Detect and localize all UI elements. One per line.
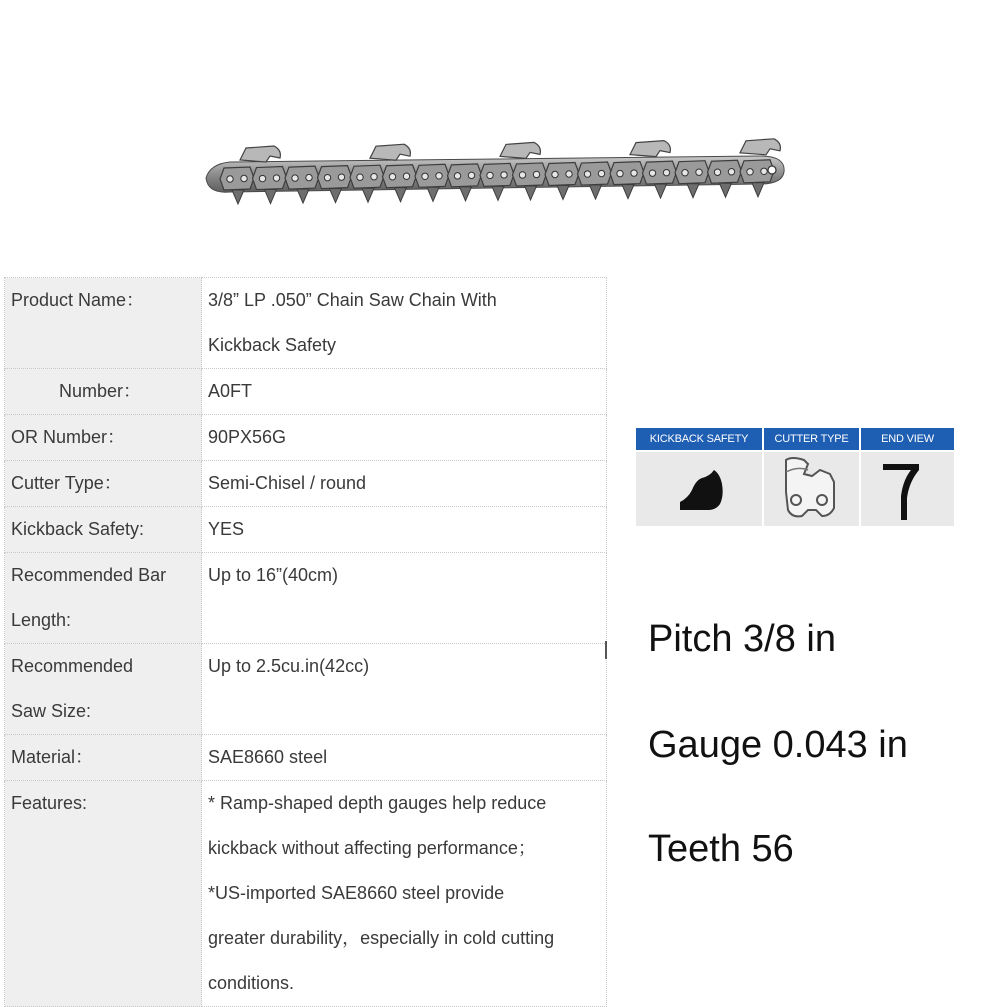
chain-product-image — [200, 138, 790, 208]
row-value: SAE8660 steel — [202, 735, 607, 781]
pitch-label: Pitch 3/8 in — [648, 618, 836, 660]
end-view-header: END VIEW — [861, 428, 954, 450]
value-line: Kickback Safety — [208, 335, 337, 355]
teeth-label: Teeth 56 — [648, 828, 794, 870]
value-line: 3/8” LP .050” Chain Saw Chain With — [208, 290, 497, 310]
row-value: A0FT — [202, 369, 607, 415]
row-label: OR Number： — [5, 415, 202, 461]
table-row — [5, 507, 607, 553]
row-value: 90PX56G — [202, 415, 607, 461]
scroll-marker — [605, 641, 607, 659]
table-row — [5, 553, 607, 644]
row-label: Cutter Type： — [5, 461, 202, 507]
value-line: greater durability，especially in cold cutting — [208, 928, 555, 948]
table-row — [5, 461, 607, 507]
table-row — [5, 278, 607, 369]
cutter-type-icon — [764, 452, 859, 526]
table-row — [5, 735, 607, 781]
cutter-type-header: CUTTER TYPE — [764, 428, 859, 450]
kickback-safety-icon — [636, 452, 762, 526]
row-value: Semi-Chisel / round — [202, 461, 607, 507]
chain-icons-panel — [636, 428, 954, 526]
row-label: Number： — [5, 369, 202, 415]
spec-table — [4, 277, 607, 1007]
value-line: kickback without affecting performance； — [208, 838, 536, 858]
row-value — [202, 278, 607, 369]
gauge-label: Gauge 0.043 in — [648, 724, 908, 766]
row-value: Up to 2.5cu.in(42cc) — [202, 644, 607, 735]
row-label: Material： — [5, 735, 202, 781]
table-row — [5, 415, 607, 461]
row-value: YES — [202, 507, 607, 553]
value-line: *US-imported SAE8660 steel provide — [208, 883, 505, 903]
table-row — [5, 781, 607, 1007]
row-label: Features: — [5, 781, 202, 1007]
label-line: Length: — [11, 610, 72, 630]
table-row — [5, 369, 607, 415]
end-view-icon — [861, 452, 954, 526]
row-label: Kickback Safety: — [5, 507, 202, 553]
row-label — [5, 644, 202, 735]
label-line: Saw Size: — [11, 701, 92, 721]
row-value: Up to 16”(40cm) — [202, 553, 607, 644]
value-line: * Ramp-shaped depth gauges help reduce — [208, 793, 547, 813]
table-row — [5, 644, 607, 735]
label-line: Recommended — [11, 656, 134, 676]
value-line: conditions. — [208, 973, 295, 993]
kickback-safety-header: KICKBACK SAFETY — [636, 428, 762, 450]
row-label: Product Name： — [5, 278, 202, 369]
row-value — [202, 781, 607, 1007]
label-line: Recommended Bar — [11, 565, 167, 585]
row-label — [5, 553, 202, 644]
